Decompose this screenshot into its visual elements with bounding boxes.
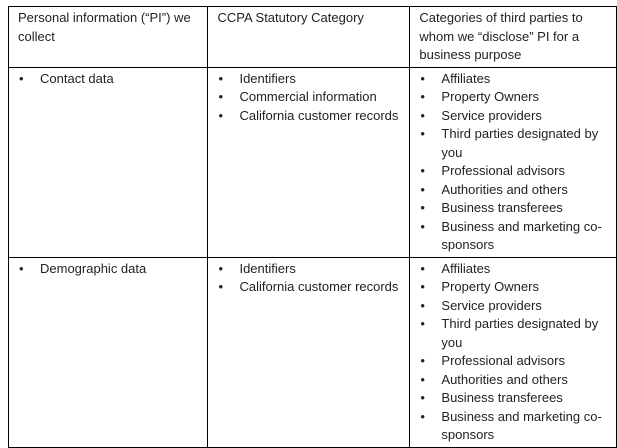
- bullet-icon: •: [218, 89, 224, 104]
- list-item-text: Demographic data: [40, 260, 147, 276]
- bullet-icon: •: [420, 126, 425, 141]
- header-third-parties-label: Categories of third parties to whom we “disclose” PI for a business purpose: [419, 10, 583, 62]
- pi-list: [18, 70, 202, 89]
- pi-cell: [9, 67, 208, 257]
- bullet-icon: •: [420, 297, 425, 313]
- list-item: [419, 260, 611, 279]
- ccpa-cell: [208, 67, 410, 257]
- list-item: [419, 70, 611, 89]
- pi-list: [18, 260, 202, 279]
- bullet-icon: •: [420, 353, 425, 368]
- third-party-list: [419, 70, 611, 255]
- table-row: [9, 67, 617, 257]
- list-item: [419, 88, 611, 107]
- list-item-text: Professional advisors: [441, 163, 565, 178]
- list-item-text: Business and marketing co-sponsors: [441, 408, 602, 442]
- pi-cell: [9, 257, 208, 447]
- list-item-text: Third parties designated by you: [441, 126, 599, 160]
- list-item: [419, 199, 611, 218]
- list-item: [419, 181, 611, 200]
- third-party-list: [419, 260, 611, 445]
- list-item-text: Identifiers: [239, 70, 296, 86]
- third-parties-cell: [410, 67, 617, 257]
- list-item-text: Affiliates: [441, 260, 491, 276]
- list-item-text: Business and marketing co-sponsors: [441, 218, 602, 252]
- list-item-text: Third parties designated by you: [441, 316, 599, 350]
- list-item-text: Business transferees: [441, 390, 563, 405]
- list-item-text: California customer records: [239, 279, 399, 294]
- list-item: [419, 352, 611, 371]
- bullet-icon: •: [218, 279, 224, 294]
- list-item-text: Affiliates: [441, 70, 491, 86]
- list-item: [18, 260, 202, 279]
- third-parties-cell: [410, 257, 617, 447]
- list-item-text: Authorities and others: [441, 371, 568, 387]
- list-item-text: Identifiers: [239, 260, 296, 276]
- list-item: [419, 107, 611, 126]
- list-item-text: Service providers: [441, 107, 542, 123]
- bullet-icon: •: [420, 279, 425, 294]
- table-header-row: [9, 7, 617, 68]
- bullet-icon: •: [420, 200, 425, 215]
- bullet-icon: •: [420, 107, 425, 123]
- list-item-text: Authorities and others: [441, 181, 568, 197]
- list-item-text: Service providers: [441, 297, 542, 313]
- list-item-text: Contact data: [40, 70, 114, 86]
- list-item-text: Professional advisors: [441, 353, 565, 368]
- list-item-text: Business transferees: [441, 200, 563, 215]
- list-item: [419, 408, 611, 445]
- header-pi-label: Personal information (“PI”) we collect: [18, 10, 191, 44]
- list-item-text: Property Owners: [441, 89, 539, 104]
- bullet-icon: •: [420, 89, 425, 104]
- list-item: [419, 162, 611, 181]
- header-cell-third-parties: [410, 7, 617, 68]
- bullet-icon: •: [19, 70, 24, 86]
- bullet-icon: •: [420, 408, 425, 424]
- list-item-text: Commercial information: [239, 89, 377, 104]
- ccpa-category-list: [217, 260, 404, 297]
- list-item: [217, 107, 404, 126]
- bullet-icon: •: [420, 218, 425, 234]
- bullet-icon: •: [420, 316, 425, 331]
- bullet-icon: •: [420, 390, 425, 405]
- table-row: [9, 257, 617, 447]
- list-item: [419, 125, 611, 162]
- list-item-text: Property Owners: [441, 279, 539, 294]
- bullet-icon: •: [420, 260, 425, 276]
- list-item: [217, 260, 404, 279]
- list-item: [419, 315, 611, 352]
- bullet-icon: •: [420, 371, 425, 387]
- bullet-icon: •: [218, 260, 224, 276]
- list-item: [419, 218, 611, 255]
- header-ccpa-label: CCPA Statutory Category: [217, 10, 364, 25]
- bullet-icon: •: [420, 70, 425, 86]
- list-item: [217, 278, 404, 297]
- ccpa-disclosure-table: [8, 6, 617, 448]
- bullet-icon: •: [19, 260, 24, 276]
- list-item: [419, 389, 611, 408]
- bullet-icon: •: [420, 163, 425, 178]
- header-cell-pi: [9, 7, 208, 68]
- bullet-icon: •: [420, 181, 425, 197]
- list-item: [217, 88, 404, 107]
- ccpa-category-list: [217, 70, 404, 126]
- ccpa-cell: [208, 257, 410, 447]
- list-item: [419, 297, 611, 316]
- bullet-icon: •: [218, 70, 224, 86]
- bullet-icon: •: [218, 107, 224, 123]
- list-item: [419, 371, 611, 390]
- list-item: [217, 70, 404, 89]
- list-item: [419, 278, 611, 297]
- list-item-text: California customer records: [239, 107, 399, 123]
- list-item: [18, 70, 202, 89]
- header-cell-ccpa: [208, 7, 410, 68]
